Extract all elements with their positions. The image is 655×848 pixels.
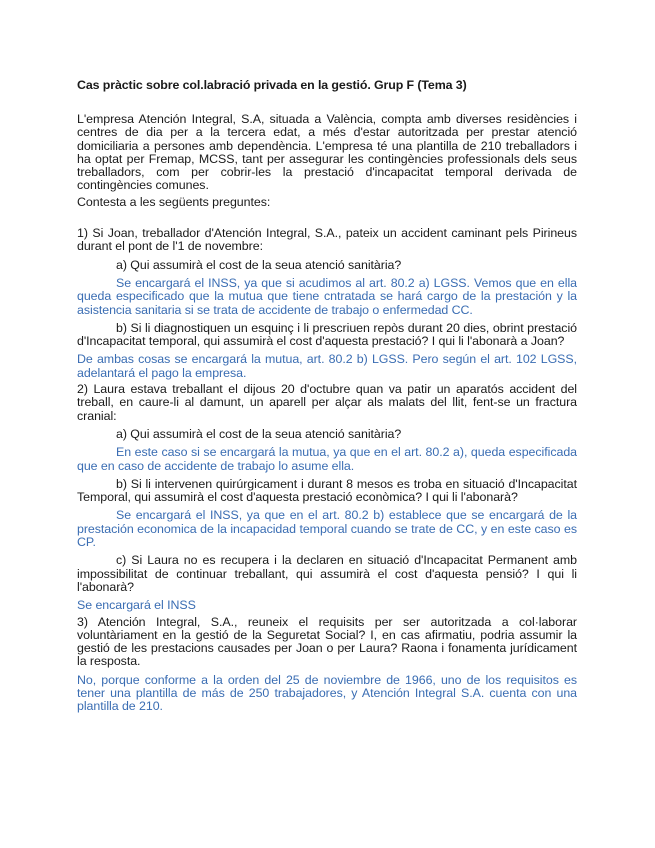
question-3: 3) Atención Integral, S.A., reuneix el requisits per ser autoritzada a col·laborar voluntàriament en la gestió de la Seguretat Social? I, en cas afirmatiu, podria assumir la gestió de les prestacions causades per Joan o per Laura? Raona i fonamenta jurídicament la resposta. [77,614,577,669]
answer-2c: Se encargará el INSS [77,598,196,613]
document-page [77,78,577,714]
answer-1a: Se encargará el INSS, ya que si acudimos al art. 80.2 a) LGSS. Vemos que en ella queda especificado que la mutua que tiene cntratada se hará cargo de la prestación y la asistencia sanitaria si se trata de accidente de trabajo o enfermedad CC. [77,275,577,317]
answer-2a: En este caso si se encargará la mutua, ya que en el art. 80.2 a), queda especificada que en caso de accidente de trabajo lo asume ella. [77,445,577,473]
answer-1b: De ambas cosas se encargará la mutua, art. 80.2 b) LGSS. Pero según el art. 102 LGSS, adelantará el pago la empresa. [77,352,577,380]
question-2: 2) Laura estava treballant el dijous 20 d'octubre quan va patir un aparatós accident del treball, en caure-li al damunt, un aparell per alçar als malats del llit, fent-se un fractura cranial: [77,382,577,423]
answer-3: No, porque conforme a la orden del 25 de noviembre de 1966, uno de los requisitos es tener una plantilla de más de 250 trabajadores, y Atención Integral S.A. cuenta con una plantilla de 210. [77,672,577,714]
intro-paragraph: L'empresa Atención Integral, S.A, situada a València, compta amb diverses residències i centres de dia per a la tercera edat, a més d'estar autoritzada per prestar atenció domiciliaria a persones amb dependència. L'empresa té una plantilla de 210 treballadors i ha optat per Fremap, MCSS, tant per assegurar les contingències professionals dels seus treballadors, com per cobrir-les la prestació d'incapacitat temporal derivada de contingències comunes. [77,112,577,193]
question-1a: a) Qui assumirà el cost de la seua atenció sanitària? [116,257,402,272]
question-2c: c) Si Laura no es recupera i la declaren en situació d'Incapacitat Permanent amb impossibilitat de continuar treballant, qui assumirà el cost d'aquesta pensió? I qui li l'abonarà? [77,553,577,594]
question-1b: b) Si li diagnostiquen un esquinç i li prescriuen repòs durant 20 dies, obrint prestació d'Incapacitat temporal, qui assumirà el cost d'aquesta prestació? I qui li l'abonarà a Joan? [77,320,577,349]
question-2a: a) Qui assumirà el cost de la seua atenció sanitària? [116,426,402,441]
question-2b: b) Si li intervenen quirúrgicament i durant 8 mesos es troba en situació d'Incapacitat Temporal, qui assumirà el cost d'aquesta prestació econòmica? I qui li l'abonarà? [77,476,577,505]
instruction-text: Contesta a les següents preguntes: [77,194,271,209]
document-title: Cas pràctic sobre col.labració privada en la gestió. Grup F (Tema 3) [77,78,467,92]
question-1: 1) Si Joan, treballador d'Atención Integral, S.A., pateix un accident caminant pels Pirineus durant el pont de l'1 de novembre: [77,226,577,254]
answer-2b: Se encargará el INSS, ya que en el art. 80.2 b) establece que se encargará de la prestación economica de la incapacidad temporal cuando se trate de CC, y en este caso es CP. [77,508,577,550]
